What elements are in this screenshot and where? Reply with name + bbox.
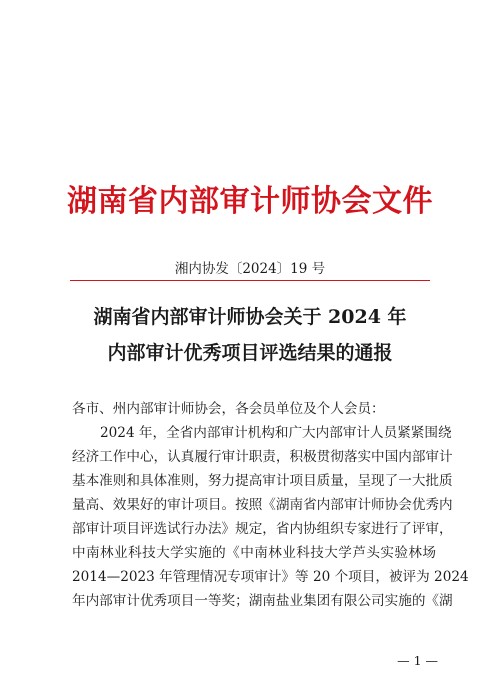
salutation: 各市、州内部审计师协会，各会员单位及个人会员： [72, 401, 385, 417]
body-line: 经济工作中心，认真履行审计职责，积极贯彻落实中国内部审计 [72, 449, 453, 465]
body-line: 2014—2023 年管理情况专项审计》等 20 个项目，被评为 2024 [72, 569, 469, 585]
body-line: 年内部审计优秀项目一等奖；湖南盐业集团有限公司实施的《湖 [72, 593, 453, 609]
document-title-line-2: 内部审计优秀项目评选结果的通报 [107, 342, 393, 364]
page-number: — 1 — [397, 653, 438, 668]
body-line: 中南林业科技大学实施的《中南林业科技大学芦头实验林场 [72, 545, 436, 561]
document-title-line-1: 湖南省内部审计师协会关于 2024 年 [93, 306, 407, 328]
document-number: 湘内协发〔2024〕19 号 [174, 261, 326, 277]
body-line: 量高、效果好的审计项目。按照《湖南省内部审计师协会优秀内 [72, 497, 453, 513]
body-line: 2024 年，全省内部审计机构和广大内部审计人员紧紧围绕 [100, 425, 452, 441]
body-line: 部审计项目评选试行办法》规定，省内协组织专家进行了评审， [72, 521, 453, 537]
red-divider-line [70, 280, 430, 281]
org-header-title: 湖南省内部审计师协会文件 [67, 184, 433, 219]
body-line: 基本准则和具体准则，努力提高审计项目质量，呈现了一大批质 [72, 473, 453, 489]
